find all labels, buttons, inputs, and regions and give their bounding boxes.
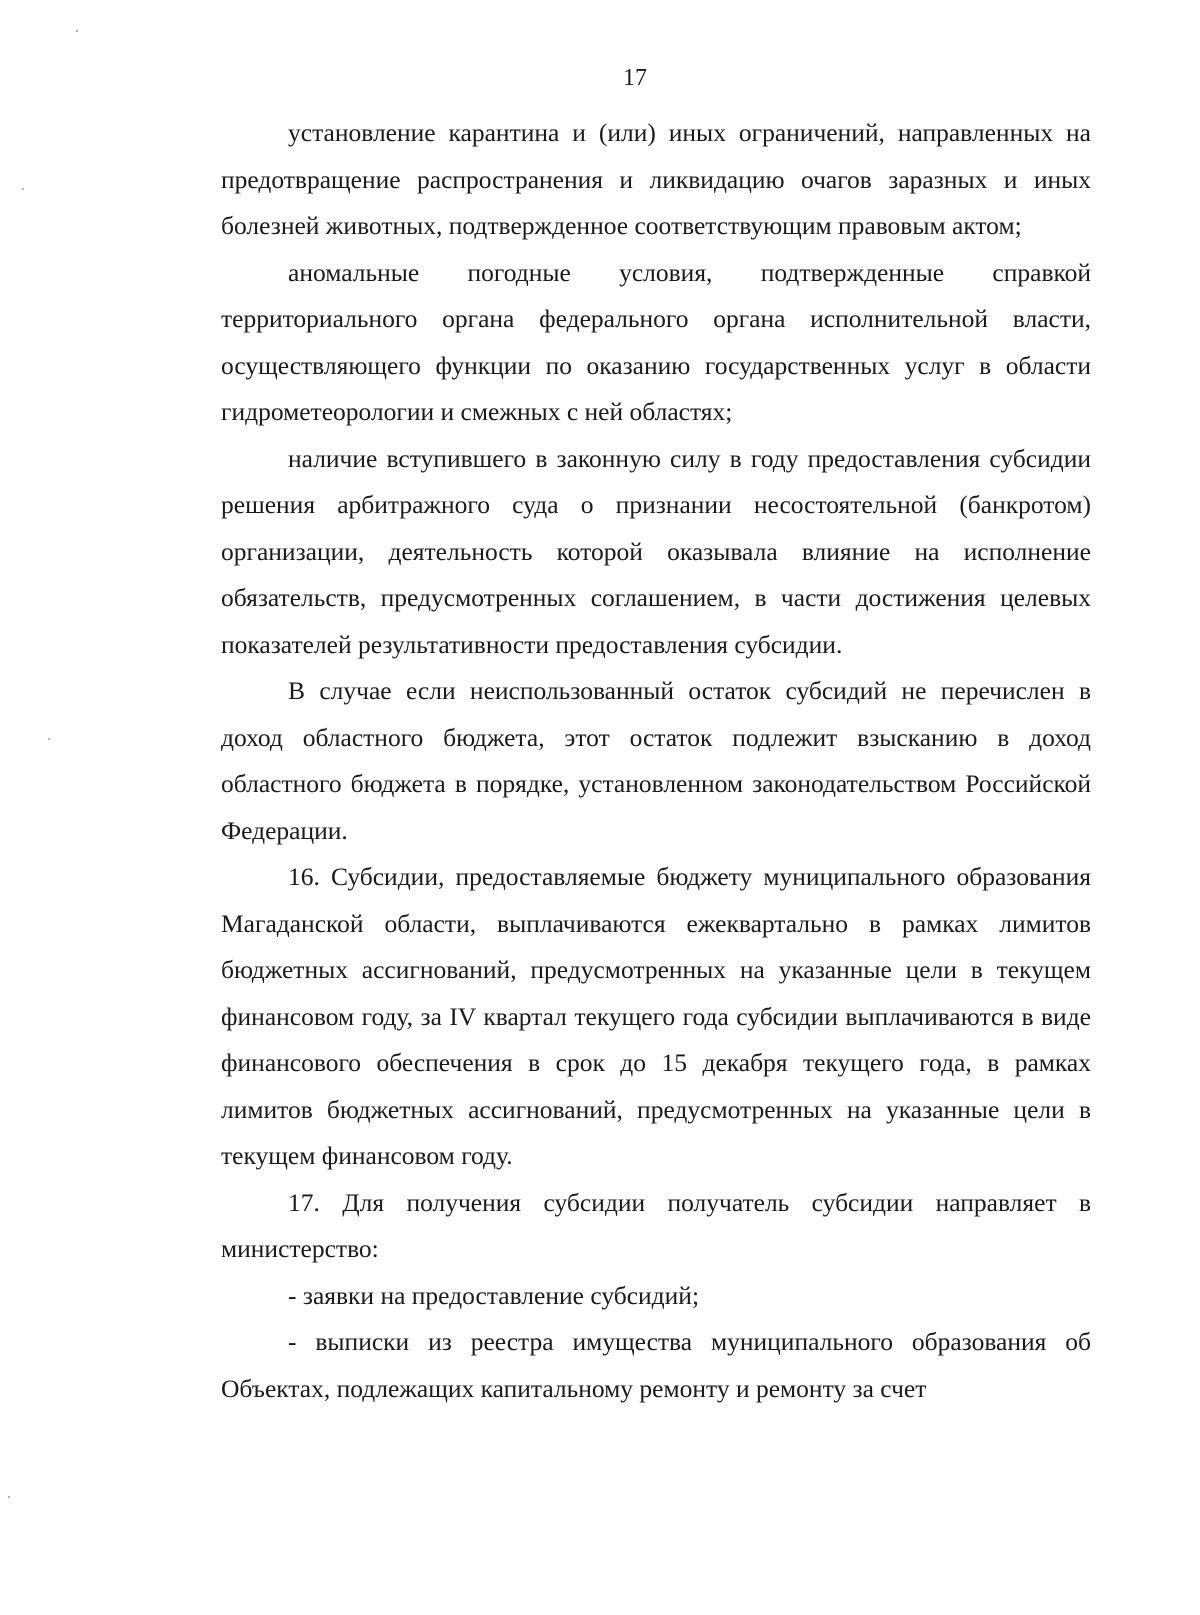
paragraph-weather: аномальные погодные условия, подтвержденные справкой территориального органа федерального органа исполнительной власти, осуществляющего функции по оказанию государственных услуг в области гидрометеорологии и смежных с ней областях; <box>221 257 1091 426</box>
document-body <box>221 110 1091 1412</box>
page-number: 17 <box>623 65 647 91</box>
paragraph-item-17: 17. Для получения субсидии получатель субсидии направляет в министерство: <box>221 1187 1091 1263</box>
scan-speck <box>48 738 50 740</box>
scan-speck <box>22 188 24 190</box>
paragraph-bankruptcy: наличие вступившего в законную силу в году предоставления субсидии решения арбитражного суда о признании несостоятельной (банкротом) организации, деятельность которой оказывала влияние на исполнение обязательств, предусмотренных соглашением, в части достижения целевых показателей результативности предоставления субсидии. <box>221 443 1091 659</box>
paragraph-unused-balance: В случае если неиспользованный остаток субсидий не перечислен в доход областного бюджета, этот остаток подлежит взысканию в доход областного бюджета в порядке, установленном законодательством Российской Федерации. <box>221 676 1091 845</box>
list-item-registry-extracts: - выписки из реестра имущества муниципального образования об Объектах, подлежащих капитальному ремонту и ремонту за счет <box>221 1327 1091 1403</box>
scan-speck <box>76 30 78 32</box>
list-item-applications: - заявки на предоставление субсидий; <box>288 1280 700 1310</box>
paragraph-item-16: 16. Субсидии, предоставляемые бюджету муниципального образования Магаданской области, выплачиваются ежеквартально в рамках лимитов бюджетных ассигнований, предусмотренных на указанные цели в текущем финансовом году, за IV квартал текущего года субсидии выплачиваются в виде финансового обеспечения в срок до 15 декабря текущего года, в рамках лимитов бюджетных ассигнований, предусмотренных на указанные цели в текущем финансовом году. <box>221 862 1091 1170</box>
scan-speck <box>8 1496 10 1498</box>
paragraph-quarantine: установление карантина и (или) иных ограничений, направленных на предотвращение распространения и ликвидацию очагов заразных и иных болезней животных, подтвержденное соответствующим правовым актом; <box>221 118 1091 240</box>
